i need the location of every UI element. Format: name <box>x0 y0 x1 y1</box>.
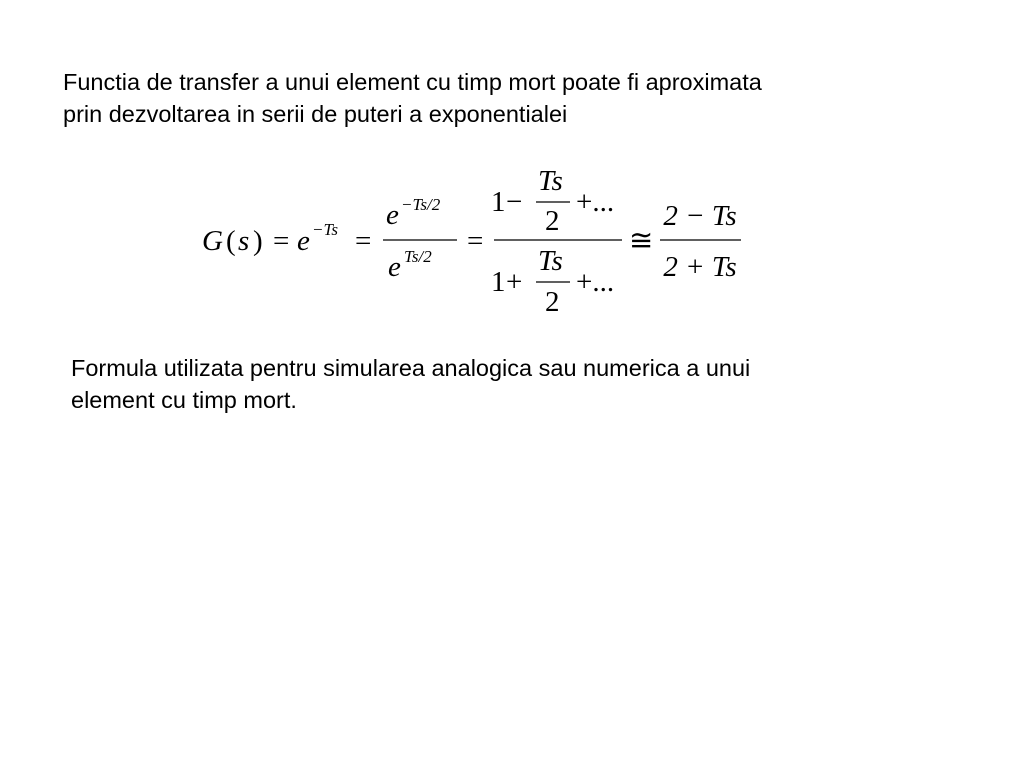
intro-line-2: prin dezvoltarea in serii de puteri a exponentialei <box>63 101 568 127</box>
exp-power: −Ts <box>312 220 338 239</box>
frac1-num-base: e <box>386 199 399 231</box>
intro-paragraph <box>63 66 762 130</box>
approx-symbol: ≅ <box>629 225 654 257</box>
exponential-term <box>297 220 338 257</box>
frac3-num: 2 − Ts <box>663 200 737 232</box>
frac2-num-tail: +... <box>576 186 615 218</box>
frac2-den-inner-num: Ts <box>538 245 563 277</box>
fraction-exponentials <box>383 195 457 283</box>
intro-line-1: Functia de transfer a unui element cu timp mort poate fi aproximata <box>63 69 762 95</box>
frac2-num-one: 1 <box>491 186 506 218</box>
exp-base: e <box>297 225 310 257</box>
outro-line-1: Formula utilizata pentru simularea analogica sau numerica a unui <box>71 355 751 381</box>
frac2-den-plus: + <box>506 266 523 298</box>
frac2-den-tail: +... <box>576 266 615 298</box>
frac2-den-inner-den: 2 <box>545 286 560 318</box>
frac2-num-inner-num: Ts <box>538 165 563 197</box>
frac3-den: 2 + Ts <box>663 251 737 283</box>
paren-open: ( <box>226 225 236 257</box>
outro-paragraph <box>71 352 750 416</box>
fraction-pade <box>660 200 741 283</box>
frac1-num-power: −Ts/2 <box>401 195 441 214</box>
frac2-num-minus: − <box>506 186 523 218</box>
equals-1: = <box>273 225 290 257</box>
formula-lhs <box>202 225 263 257</box>
frac1-den-power: Ts/2 <box>404 247 432 266</box>
frac2-den-one: 1 <box>491 266 506 298</box>
paren-close: ) <box>253 225 263 257</box>
fraction-series <box>491 165 622 318</box>
symbol-G: G <box>202 225 223 257</box>
equals-2: = <box>355 225 372 257</box>
frac1-den-base: e <box>388 251 401 283</box>
symbol-s: s <box>238 225 250 257</box>
outro-line-2: element cu timp mort. <box>71 387 297 413</box>
equals-3: = <box>467 225 484 257</box>
frac2-num-inner-den: 2 <box>545 205 560 237</box>
